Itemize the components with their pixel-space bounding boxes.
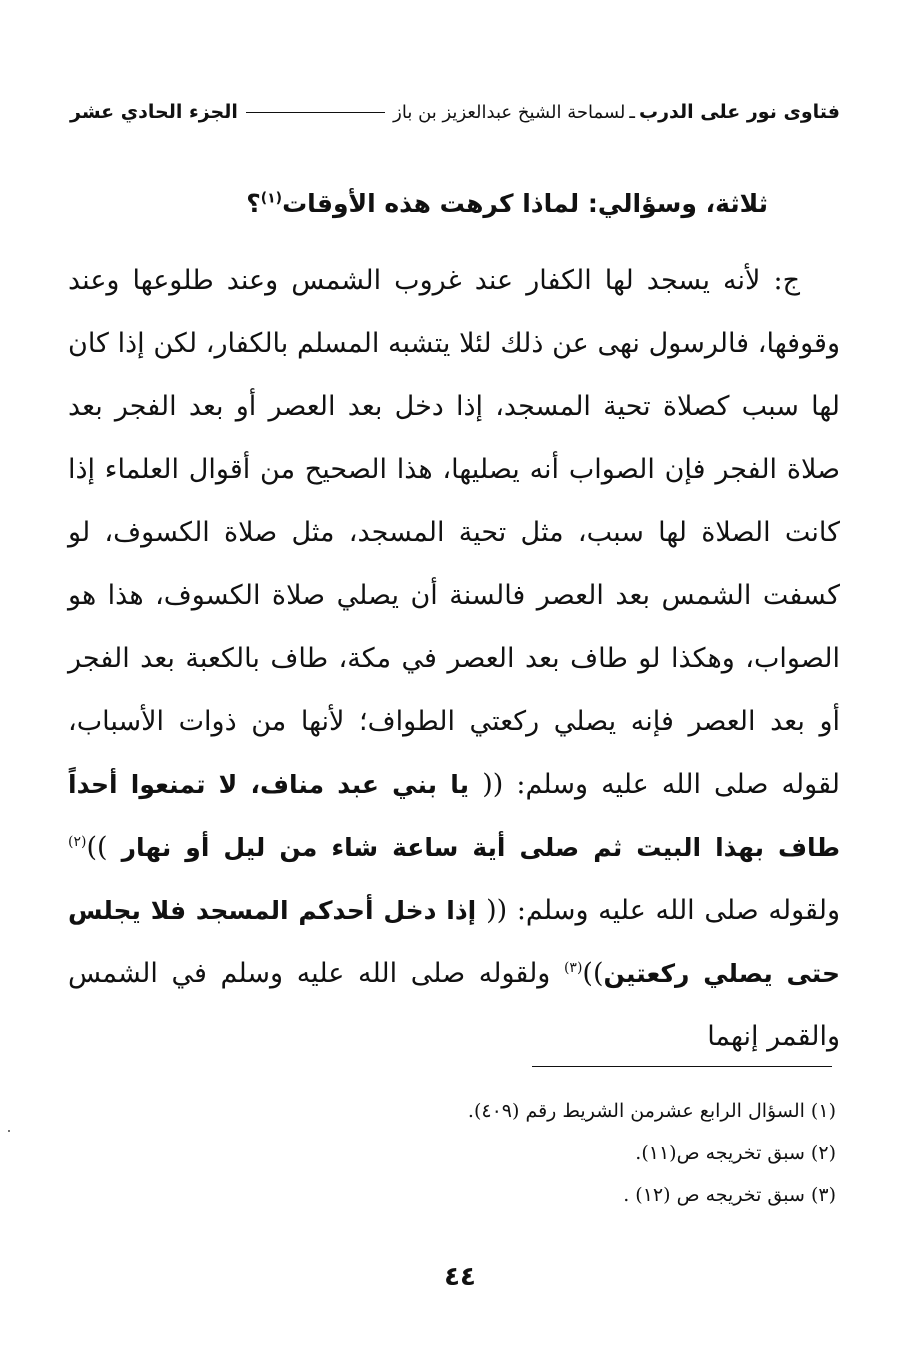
footnote-separator bbox=[532, 1066, 832, 1067]
footnote-ref-3: (٣) bbox=[563, 960, 583, 976]
footnote-2: (٢) سبق تخريجه ص(١١). bbox=[635, 1142, 836, 1164]
answer-paragraph bbox=[68, 249, 840, 1068]
header-dash: ـ bbox=[629, 101, 635, 123]
quote-close-1: )) bbox=[86, 832, 108, 863]
hadith-quote-1: يا بني عبد مناف، لا تمنعوا أحداً طاف بهذا البيت ثم صلى أية ساعة شاء من ليل أو نهار bbox=[68, 770, 840, 862]
answer-text-3: ولقوله صلى الله عليه وسلم في الشمس والقمر إنهما bbox=[68, 958, 840, 1052]
running-header bbox=[70, 92, 840, 132]
question-text: ثلاثة، وسؤالي: لماذا كرهت هذه الأوقات bbox=[282, 189, 768, 218]
answer-text-1: ج: لأنه يسجد لها الكفار عند غروب الشمس وعند طلوعها وعند وقوفها، فالرسول نهى عن ذلك لئلا يتشبه المسلم بالكفار، لكن إذا كان لها سبب كصلاة تحية المسجد، إذا دخل بعد العصر أو بعد الفجر بعد صلاة الفجر فإن الصواب أنه يصليها، هذا الصحيح من أقوال العلماء إذا كانت الصلاة لها سبب، مثل تحية المسجد، مثل صلاة الكسوف، لو كسفت الشمس بعد العصر فالسنة أن يصلي صلاة الكسوف، هذا هو الصواب، وهكذا لو طاف بعد العصر في مكة، طاف بالكعبة بعد الفجر أو بعد العصر فإنه يصلي ركعتي الطواف؛ لأنها من ذوات الأسباب، لقوله صلى الله عليه وسلم: (( bbox=[68, 265, 840, 800]
question-mark: ؟ bbox=[246, 189, 261, 218]
series-title: فتاوى نور على الدرب bbox=[639, 101, 840, 123]
main-text bbox=[68, 172, 840, 1068]
scan-speck bbox=[8, 1130, 10, 1132]
footnote-ref-1: (١) bbox=[260, 190, 283, 207]
answer-text-2: ولقوله صلى الله عليه وسلم: (( bbox=[486, 895, 840, 926]
hadith-quote-2: إذا دخل أحدكم المسجد فلا يجلس حتى يصلي ركعتين bbox=[68, 896, 840, 988]
page-number: ٤٤ bbox=[444, 1262, 476, 1292]
footnotes bbox=[300, 1090, 836, 1216]
footnote-1: (١) السؤال الرابع عشرمن الشريط رقم (٤٠٩). bbox=[467, 1100, 836, 1122]
header-rule bbox=[246, 112, 385, 113]
footnote-3: (٣) سبق تخريجه ص (١٢) . bbox=[623, 1184, 836, 1206]
question-line bbox=[68, 172, 840, 235]
footnote-ref-2: (٢) bbox=[68, 834, 87, 850]
quote-close-2: )) bbox=[582, 958, 604, 989]
author-name: لسماحة الشيخ عبدالعزيز بن باز bbox=[393, 101, 626, 123]
volume-title: الجزء الحادي عشر bbox=[70, 101, 238, 123]
